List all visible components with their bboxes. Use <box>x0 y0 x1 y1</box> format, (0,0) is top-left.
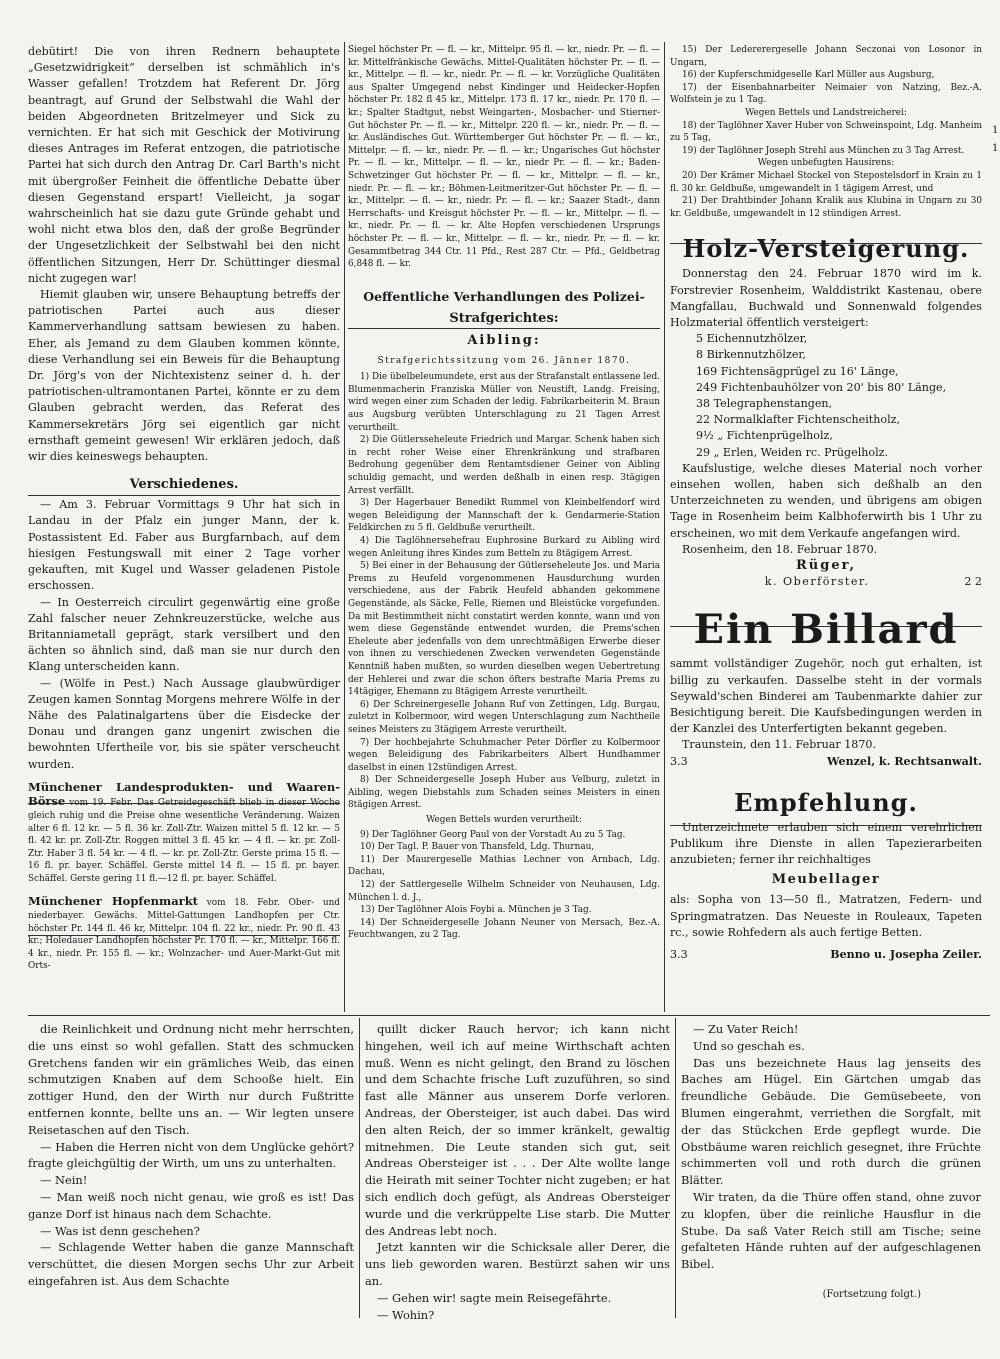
auction-list-item: 9½ „ Fichtenprügelholz, <box>696 429 833 443</box>
peddling-heading: Wegen unbefugten Hausirens: <box>757 158 895 169</box>
place-heading: Aibling: <box>467 332 541 348</box>
court-item: 15) Der Ledererergeselle Johann Seczonai von Losonor in Ungarn, <box>670 45 982 68</box>
begging-heading: Wegen Bettels wurden verurtheilt: <box>426 815 582 826</box>
court-item: 19) der Taglöhner Joseph Strehl aus München zu 3 Tag Arrest. <box>682 145 965 156</box>
court-item: 3) Der Hagerbauer Benedikt Rummel von Kleinbelfendorf wird wegen Beleidigung der Mannschaft der k. Gendarmerie-Station Feldkirchen zu 5 fl. Geldbuße verurtheilt. <box>348 498 660 534</box>
serial-paragraph: — Man weiß noch nicht genau, wie groß es ist! Das ganze Dorf ist hinaus nach dem Schachte. <box>28 1189 354 1221</box>
billard-signature: Wenzel, k. Rechtsanwalt. <box>826 754 982 768</box>
misc-heading: Verschiedenes. <box>129 477 239 493</box>
politics-paragraph: Hiemit glauben wir, unsere Behauptung betreffs der patriotischen Partei auch aus dieser Kammerverhandlung sattsam bewiesen zu haben. Eher, als Jemand zu dem Glauben kommen könnte, diese Verhandlung sei ein Beweis für die Behauptung Dr. Jörg's von der Nichtexistenz seiner d. h. der patriotischen-ultramontanen Partei, könnte er zu dem Glauben gebracht werden, das Referat des Kammersekretärs Jörg sei eigentlich gar nicht ernsthaft gemeint gewesen! Wir erklären jedoch, daß wir dies keineswegs behaupten. <box>28 288 340 464</box>
court-item: 21) Der Drahtbinder Johann Kralik aus Klubina in Ungarn zu 30 kr. Geldbuße, umgewandelt in 12 stündigen Arrest. <box>670 196 982 219</box>
serial-paragraph: — Wohin? <box>377 1307 435 1321</box>
serial-column-3 <box>681 1021 981 1321</box>
auction-date: Rosenheim, den 18. Februar 1870. <box>682 542 878 556</box>
hop-market-heading: Münchener Hopfenmarkt <box>28 894 198 909</box>
auction-body: Kaufslustige, welche dieses Material noch vorher einsehen wollen, haben sich deßhalb an den Unterzeichneten zu wenden, und übrigens am obigen Tage in Rosenheim beim Kalbhoferwirth bis 1 Uhr zu erscheinen, wo mit dem Verkaufe angefangen wird. <box>670 461 982 540</box>
auction-list <box>670 331 982 461</box>
court-item: 16) der Kupferschmidgeselle Karl Müller aus Augsburg, <box>682 70 935 81</box>
furniture-heading: Meubellager <box>771 872 881 888</box>
court-item: 13) Der Taglöhner Alois Foybi a. München je 3 Tag. <box>360 905 592 916</box>
court-item: 14) Der Schneidergeselle Johann Neuner von Mersach, Bez.-A. Feuchtwangen, zu 2 Tag. <box>348 917 660 941</box>
court-item: 12) der Sattlergeselle Wilhelm Schneider von Neuhausen, Ldg. München l. d. J., <box>348 880 660 903</box>
court-item: 10) Der Tagl. P. Bauer von Thansfeld, Ldg. Thurnau, <box>360 842 595 853</box>
market-heading: Münchener Landesprodukten- und Waaren-Börse <box>28 779 340 809</box>
serial-paragraph: — Schlagende Wetter haben die ganze Mannschaft verschüttet, die diesen Morgen sechs Uhr zur Arbeit eingefahren ist. Aus dem Schachte <box>28 1240 354 1288</box>
serial-paragraph: Das uns bezeichnete Haus lag jenseits des Baches am Hügel. Ein Gärtchen umgab das freundliche Gebäude. Die Gemüsebeete, von Blumen eingerahmt, verriethen die Sorgfalt, mit der das Stückchen Erde gepflegt wurde. Die Obstbäume waren reichlich gesegnet, ihre Früchte schimmerten voll und roth durch die grünen Blätter. <box>681 1055 981 1188</box>
billard-ref: 3.3 <box>670 754 688 768</box>
auction-ref: 2 2 <box>964 575 982 589</box>
billard-date: Traunstein, den 11. Februar 1870. <box>682 738 876 752</box>
to-be-continued: (Fortsetzung folgt.) <box>822 1288 921 1300</box>
court-item: 2) Die Gütlersseheleute Friedrich und Margar. Schenk haben sich in recht roher Weise einer Ehrenkränkung und strafbaren Bedrohung gegenüber dem Rentamtsdiener Geiner von Aibling schuldig gemacht, und werden deßhalb in einen resp. 3tägigen Arrest verfällt. <box>348 435 660 496</box>
court-item: 7) Der hochbejahrte Schuhmacher Peter Dörfler zu Kolbermoor wegen Beleidigung des Fabrikarbeiters Albert Hundhammer daselbst in einen 12stündigen Arrest. <box>348 737 660 773</box>
auction-intro: Donnerstag den 24. Februar 1870 wird im k. Forstrevier Rosenheim, Walddistrikt Kastenau, obere Mangfallau, Buchwald und Sonnenwald folgendes Holzmaterial öffentlich versteigert: <box>670 267 982 329</box>
serial-paragraph: — Haben die Herren nicht von dem Unglücke gehört? fragte gleichgültig der Wirth, um uns zu unterhalten. <box>28 1139 354 1171</box>
court-item: 4) Die Taglöhnersehefrau Euphrosine Burkard zu Aibling wird wegen Anleitung ihres Kindes zum Betteln zu 8tägigem Arrest. <box>348 536 660 559</box>
news-item: — (Wölfe in Pest.) Nach Aussage glaubwürdiger Zeugen kamen Sonntag Morgens mehrere Wölfe in der Nähe des Palatinalgartens über die Eisdecke der Donau und drangen ganz ungenirt zwischen die bewohnten Ufertheile vor, bis sie später verscheucht wurden. <box>28 676 340 771</box>
auction-signature: Rüger, <box>795 557 857 573</box>
politics-paragraph: debütirt! Die von ihren Rednern behauptete „Gesetzwidrigkeit“ derselben ist schmählich in's Wasser gefallen! Trotzdem hat Referent Dr. Jörg beantragt, auf Grund der Selbstwahl die Wahl der beiden Abgeordneten Britzelmeyer und Sick zu vernichten. Er hat sich mit Geschick der Motivirung dieses Antrages im Referat entzogen, die patriotische Partei hat sich durch den Antrag Dr. Carl Barth's nicht mit übergroßer Feinheit die öffentliche Debatte über diesen Gegenstand erspart! Vielleicht, ja sogar wahrscheinlich hat sie dazu gute Gründe gehabt und wohl nicht etwa blos den, daß der große Begründer der Ungesetzlichkeit der Selbstwahl bei den nicht öffentlichen Sitzungen, Herr Dr. Schüttinger diesmal nicht zugegen war! <box>28 45 340 285</box>
auction-list-item: 22 Normalklafter Fichtenscheitholz, <box>696 413 900 427</box>
auction-list-item: 38 Telegraphenstangen, <box>696 396 833 410</box>
police-court-subheading: Strafgerichtes: <box>449 310 559 326</box>
serial-paragraph: — Was ist denn geschehen? <box>40 1223 200 1238</box>
auction-list-item: 29 „ Erlen, Weiden rc. Prügelholz. <box>696 445 889 459</box>
section-rule <box>28 1015 990 1016</box>
court-item: 17) der Eisenbahnarbeiter Neimaier von Natzing, Bez.-A. Wolfstein je zu 1 Tag. <box>670 82 982 106</box>
recommendation-ref: 3.3 <box>670 948 688 962</box>
serial-paragraph: Und so geschah es. <box>693 1038 805 1053</box>
peddling-items <box>670 170 982 220</box>
auction-list-item: 5 Eichennutzhölzer, <box>696 332 808 346</box>
court-item: 1) Die übelbeleumundete, erst aus der Strafanstalt entlassene led. Blumenmacherin Franziska Müller von Neustift, Landg. Freising, wird wegen einer zum Schaden der ledig. Fabrikarbeiterin M. Braun aus Augsburg verübten Unterschlagung zu 21 Tagen Arrest verurtheilt. <box>348 372 660 433</box>
hop-market-report: vom 18. Febr. Ober- und niederbayer. Gewächs. Mittel-Gattungen Landhopfen per Ctr. höchster Pr. 144 fl. 46 kr, Mittelpr. 104 fl. 22 kr., niedr. Pr. 90 fl. 43 kr.; Holedauer Landhopfen höchster Pr. 170 fl. — kr., Mittelpr. 166 fl. 4 kr., niedr. Pr. 155 fl. — kr.; Wolnzacher- und Auer-Markt-Gut mit Orts- <box>28 898 340 972</box>
session-date: Strafgerichtssitzung vom 26. Jänner 1870. <box>377 355 631 366</box>
auction-list-item: 8 Birkennutzhölzer, <box>696 348 807 362</box>
serial-paragraph: Wir traten, da die Thüre offen stand, ohne zuvor zu klopfen, über die reinliche Hausflur in die Stube. Da saß Vater Reich still am Tische; seine gefalteten Hände ruhten auf der aufgeschlagenen Bibel. <box>681 1189 981 1272</box>
court-items-continued <box>670 44 982 107</box>
court-item: 20) Der Krämer Michael Stockel von Stepostelsdorf in Krain zu 1 fl. 30 kr. Geldbuße, umgewandelt in 1 tägigem Arrest, und <box>670 170 982 194</box>
serial-column-1 <box>28 1021 354 1321</box>
police-court-heading: Oeffentliche Verhandlungen des Polizei- <box>363 288 645 304</box>
column-rule <box>344 42 345 1012</box>
court-item: 9) Der Taglöhner Georg Paul von der Vorstadt Au zu 5 Tag. <box>360 829 626 840</box>
auction-list-item: 249 Fichtenbauhölzer von 20' bis 80' Länge, <box>696 380 947 394</box>
page-edge-marks: 1 1 <box>992 125 999 154</box>
begging-items <box>348 829 660 942</box>
billard-body: sammt vollständiger Zugehör, noch gut erhalten, ist billig zu verkaufen. Dasselbe steht in der vormals Seywald'schen Binderei am Taubenmarkte dahier zur Besichtigung bereit. Die Kaufsbedingungen werden in der Kanzlei des Unterfertigten bekannt gegeben. <box>670 657 982 736</box>
court-item: 11) Der Maurergeselle Mathias Lechner von Arnbach, Ldg. Dachau, <box>348 854 660 878</box>
serial-column-2 <box>365 1021 670 1321</box>
recommendation-signature: Benno u. Josepha Zeiler. <box>830 948 982 962</box>
court-item: 8) Der Schneidergeselle Joseph Huber aus Velburg, zuletzt in Aibling, wegen Diebstahls zum Schaden seines Meisters in einen 8tägigen Arrest. <box>348 775 660 811</box>
recommendation-body: Unterzeichnete erlauben sich einem verehrlichen Publikum ihre Dienste in allen Tapezierarbeiten anzubieten; ferner ihr reichhaltiges <box>670 820 982 867</box>
column-rule <box>675 1018 676 1318</box>
column-rule <box>359 1018 360 1318</box>
market-report: vom 19. Febr. Das Getreidegeschäft blieb in dieser Woche gleich ruhig und die Preise ohne wesentliche Veränderung. Waizen alter 6 fl. 12 kr. — 5 fl. 36 kr. Zoll-Ztr. Waizen mittel 5 fl. 12 kr. — 5 fl. 42 kr. pr. Zoll-Ztr. Roggen mittel 3 fl. 45 kr. — 4 fl. — kr. pr. Zoll-Ztr. Haber 3 fl. 54 kr. — 4 fl. — kr. pr. Zoll-Ztr. Gerste prima 15 fl. — 16 fl. pr. bayer. Schäffel. Gerste mittel 14 fl. — 15 fl. pr. bayer. Schäffel. Gerste gering 11 fl.—12 fl. pr. bayer. Schäffel. <box>28 798 340 884</box>
furniture-body: als: Sopha von 13—50 fl., Matratzen, Federn- und Springmatratzen. Das Neueste in Rouleaux, Tapeten rc., sowie Rohfedern als auch fertige Betten. <box>670 893 982 939</box>
news-item: — Am 3. Februar Vormittags 9 Uhr hat sich in Landau in der Pfalz ein junger Mann, der k. Postassistent Ed. Faber aus Burgfarnbach, auf dem hiesigen Festungswall mit einer 2 Tage vorher gekauften, mit Kugel und Wasser geladenen Pistole erschossen. <box>28 498 340 593</box>
billard-heading: Ein Billard <box>693 606 959 654</box>
vagrancy-items <box>670 120 982 158</box>
hop-market-continued: Siegel höchster Pr. — fl. — kr., Mittelpr. 95 fl. — kr., niedr. Pr. — fl. — kr. Mittelfränkische Gewächs. Mittel-Qualitäten höchster Pr. — fl. — kr., Mittelpr. — fl. — kr., niedr. Pr. — fl. — kr. Vorzügliche Qualitäten aus Spalter Umgegend nebst Kindinger und Heidecker-Hopfen höchster Pr. 182 fl 45 kr., Mittelpr. 173 fl. 17 kr., niedr. Pr. 170 fl. — kr.; Spalter Stadtgut, nebst Weingarten-, Mosbacher- und Stierner-Gut höchster Pr. — fl. — kr., Mittelpr. 220 fl. — kr., niedr. Pr. — fl. — kr. Ausländisches Gut. Württemberger Gut höchster Pr. — fl. — kr., Mittelpr. — fl. — kr., niedr. Pr. — fl. — kr.; Ungarisches Gut höchster Pr. — fl. — kr., Mittelpr. — fl. — kr., niedr Pr. — fl. — kr.; Baden-Schwetzinger Gut höchster Pr. — fl. — kr., Mittelpr. — fl. — kr., niedr. Pr. — fl. — kr.; Böhmen-Leitmeritzer-Gut höchster Pr. — fl. — kr., Mittelpr. — fl. — kr., niedr. Pr. — fl. — kr.; Saazer Stadt-, dann Herrschafts- und Kreisgut höchster Pr. — fl. — kr., Mittelpr. — fl. — kr., niedr. Pr. — fl. — kr. Alte Hopfen verschiedenen Ursprungs höchster Pr. — fl. — kr., Mittelpr. — fl. — kr., niedr. Pr. — fl. — kr. Gesammtbetrag 344 Ctr. 11 Pfd., Rest 287 Ctr. — Pfd., Geldbetrag 6,848 fl. — kr. <box>348 45 660 270</box>
court-item: 18) der Taglöhner Xaver Huber von Schweinspoint, Ldg. Manheim zu 5 Tag, <box>670 120 982 144</box>
top-column-1 <box>28 44 340 1010</box>
serial-paragraph: Jetzt kannten wir die Schicksale aller Derer, die uns lieb geworden waren. Bestürzt sahen wir uns an. <box>365 1240 670 1288</box>
serial-paragraph: — Nein! <box>40 1173 88 1188</box>
serial-paragraph: die Reinlichkeit und Ordnung nicht mehr herrschten, die uns einst so wohl gefallen. Statt des schmucken Gretchens fanden wir ein grämliches Weib, das einen schmutzigen Knaben auf dem Schooße hielt. Ein zottiger Hund, den der Wirth nur durch Fußtritte entfernen konnte, bellte uns an. — Wir legten unsere Reisetaschen auf den Tisch. <box>28 1022 354 1137</box>
top-column-3 <box>670 44 982 1010</box>
court-item: 6) Der Schreinergeselle Johann Ruf von Zettingen, Ldg. Burgau, zuletzt in Kolbermoor, wird wegen Unterschlagung zum Nachtheile seines Meisters zu 3tägigem Arreste verurtheilt. <box>348 699 660 735</box>
court-item: 5) Bei einer in der Behausung der Gütlerseheleute Jos. und Maria Prems zu Heufeld vorgenommenen Hausdurchung wurden verschiedene, aus der Fabrik Heufeld abhanden gekommene Gegenstände, als Säcke, Felle, Riemen und Bleistücke vorgefunden. Da mit Bestimmtheit nicht constatirt werden konnte, wann und von wem diese Gegenstände entwendet wurden, die Prems'schen Eheleute aber jedenfalls von dem unrechtmäßigen Erwerbe dieser von ihnen zu verschiedenen Zwecken verwendeten Gegenstände Kenntniß haben mußten, so wurden dieselben wegen Uebertretung der Hehlerei und zwar die schon öfters bestrafte Maria Prems zu 14tägiger, Ehemann zu 8tägigem Arreste verurtheilt. <box>348 561 660 698</box>
serial-paragraph: — Gehen wir! sagte mein Reisegefährte. <box>377 1290 612 1305</box>
auction-heading: Holz-Versteigerung. <box>682 234 970 264</box>
auction-list-item: 169 Fichtensägprügel zu 16' Länge, <box>696 364 899 378</box>
serial-paragraph: — Zu Vater Reich! <box>693 1022 799 1036</box>
court-items <box>348 371 660 812</box>
serial-paragraph: quillt dicker Rauch hervor; ich kann nicht hingehen, weil ich auf meine Wirthschaft achten muß. Wenn es nicht gelingt, den Brand zu löschen und dem Schachte frische Luft zuzuführen, so sind fast alle Männer aus unserem Dorfe verloren. Andreas, der Obersteiger, ist auch dabei. Das wird den alten Reich, der so immer kränkelt, gewaltig mitnehmen. Die Leute standen sich gut, seit Andreas Obersteiger ist . . . Der Alte wollte lange die Heirath mit seiner Tochter nicht zugeben; er hat sich endlich doch gefügt, als Andreas Obersteiger wurde und die verkrüppelte Lise starb. Die Mutter des Andreas lebt noch. <box>365 1022 670 1238</box>
column-rule <box>664 42 665 1012</box>
recommendation-heading: Empfehlung. <box>734 787 918 817</box>
auction-title: k. Oberförster. <box>764 575 870 589</box>
top-column-2 <box>348 44 660 1010</box>
vagrancy-heading: Wegen Bettels und Landstreicherei: <box>745 107 907 118</box>
news-item: — In Oesterreich circulirt gegenwärtig eine große Zahl falscher neuer Zehnkreuzerstücke, welche aus Britanniametall geprägt, stark versilbert und den ächten so ähnlich sind, daß man sie nur durch den Klang unterscheiden kann. <box>28 595 340 674</box>
